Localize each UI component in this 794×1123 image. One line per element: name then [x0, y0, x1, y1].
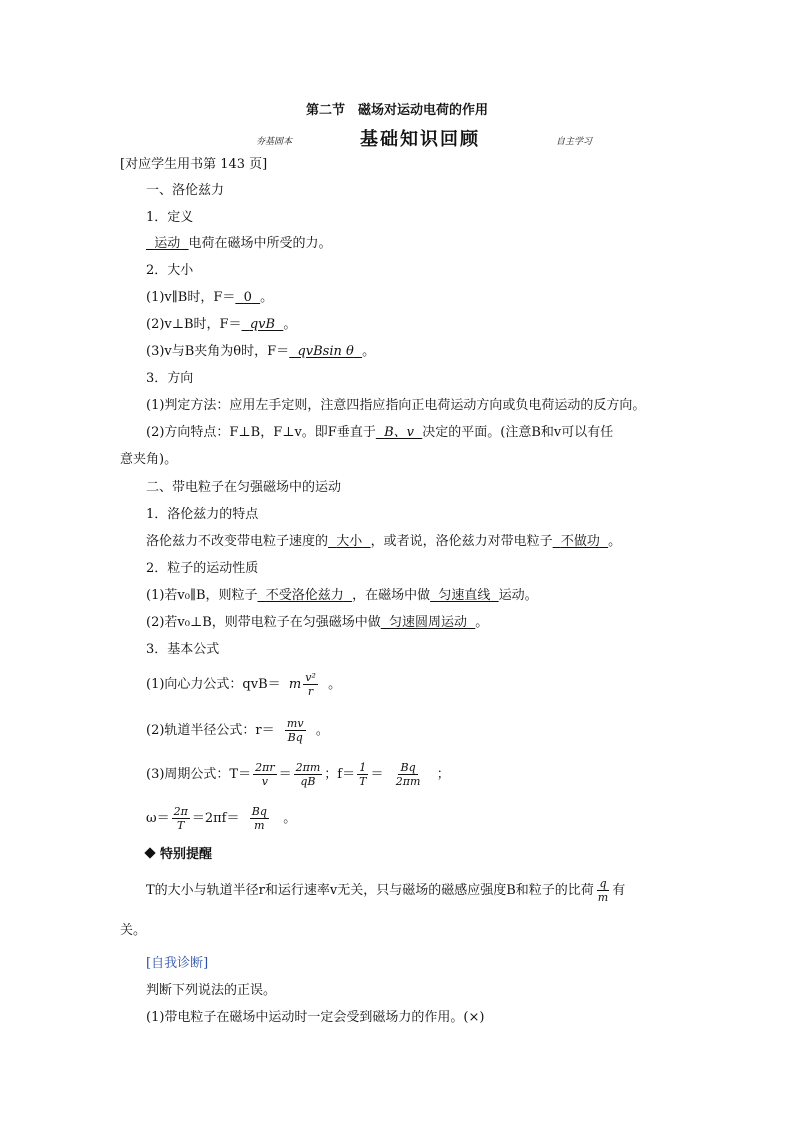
force-feature-line: 洛伦兹力不改变带电粒子速度的 大小 ，或者说，洛伦兹力对带电粒子 不做功 。	[146, 534, 622, 549]
page-reference: [对应学生用书第 143 页]	[120, 157, 268, 172]
formula-radius: (2)轨道半径公式：r＝ $\frac{mv}{Bq}$ 。	[146, 717, 329, 744]
banner-right-label: 自主学习	[556, 137, 593, 147]
section-title: 第二节 磁场对运动电荷的作用	[305, 103, 488, 118]
answer-blank: 不受洛伦兹力	[265, 588, 344, 603]
magnitude-case-1: (1)v∥B时，F＝ 0 。	[146, 290, 274, 305]
formula-angular-velocity: ω＝ $\frac{2\pi}{T}$ ＝2πf＝ $\frac{Bq}{m}$ 。	[146, 805, 297, 832]
subheading-magnitude: 2．大小	[146, 263, 194, 278]
definition-line: 运动 电荷在磁场中所受的力。	[146, 235, 332, 253]
fraction: $\frac{\text{v²}}{r}$	[305, 671, 316, 698]
special-reminder-heading: 特别提醒	[146, 846, 212, 864]
judge-instruction: 判断下列说法的正误。	[146, 983, 277, 998]
subheading-force-feature: 1．洛伦兹力的特点	[146, 507, 259, 522]
banner-heading: 基础知识回顾	[360, 129, 480, 150]
answer-blank: qvBsin θ	[297, 344, 354, 359]
magnitude-case-3: (3)v与B夹角为θ时，F＝ qvBsin θ 。	[146, 344, 376, 359]
motion-case-2: (2)若v₀⊥B，则带电粒子在匀强磁场中做 匀速圆周运动 。	[146, 615, 489, 630]
heading-lorentz-force: 一、洛伦兹力	[146, 183, 225, 198]
formula-centripetal: (1)向心力公式：qvB＝ m $\frac{\text{v²}}{r}$ 。	[146, 671, 342, 698]
answer-blank: 0	[243, 290, 252, 305]
fraction: $\frac{2\pi r}{v}$	[255, 761, 275, 788]
answer-blank: 大小	[336, 534, 363, 549]
subheading-formulas: 3．基本公式	[146, 642, 220, 657]
direction-feature-cont: 意夹角)。	[120, 452, 178, 467]
self-diagnosis-label: [自我诊断]	[146, 956, 209, 971]
formula-period: (3)周期公式：T＝ $\frac{2\pi r}{v}$ ＝ $\frac{2\pi m}{qB}$ ；f＝ $\frac{1}{T}$ ＝ $\frac{Bq}{2\pi m}$ ；	[146, 761, 450, 788]
heading-particle-motion: 二、带电粒子在匀强磁场中的运动	[146, 480, 342, 495]
fraction: $\frac{2\pi}{T}$	[173, 805, 188, 832]
diamond-bullet-icon	[144, 847, 155, 858]
subheading-definition: 1．定义	[146, 210, 194, 225]
special-reminder-text: T的大小与轨道半径r和运行速率v无关，只与磁场的磁感应强度B和粒子的比荷 $\frac{q}{m}$ 有	[146, 877, 626, 904]
answer-blank: 匀速直线	[438, 588, 491, 603]
subheading-motion-nature: 2．粒子的运动性质	[146, 561, 259, 576]
answer-blank: 不做功	[560, 534, 600, 549]
answer-blank: qvB	[249, 317, 276, 332]
fraction: $\frac{1}{T}$	[359, 761, 367, 788]
fraction: $\frac{Bq}{2\pi m}$	[395, 761, 421, 788]
direction-feature: (2)方向特点：F⊥B，F⊥v。即F垂直于 B、v 决定的平面。(注意B和v可以有任	[146, 425, 614, 440]
fraction: $\frac{mv}{Bq}$	[286, 717, 304, 744]
fraction: $\frac{2\pi m}{qB}$	[295, 761, 321, 788]
banner-left-label: 夯基固本	[256, 137, 293, 147]
answer-blank: 运动	[154, 236, 181, 251]
subheading-direction: 3．方向	[146, 371, 194, 386]
answer-blank: B、v	[384, 425, 414, 440]
motion-case-1: (1)若v₀∥B，则粒子 不受洛伦兹力 ，在磁场中做 匀速直线 运动。	[146, 588, 538, 603]
answer-blank: 匀速圆周运动	[389, 615, 468, 630]
direction-rule: (1)判定方法：应用左手定则，注意四指应指向正电荷运动方向或负电荷运动的反方向。	[146, 398, 646, 413]
special-reminder-cont: 关。	[120, 923, 147, 938]
fraction: $\frac{Bq}{m}$	[251, 805, 267, 832]
magnitude-case-2: (2)v⊥B时，F＝ qvB 。	[146, 317, 297, 332]
fraction: $\frac{q}{m}$	[597, 877, 609, 904]
question-1: (1)带电粒子在磁场中运动时一定会受到磁场力的作用。(×)	[146, 1010, 485, 1025]
